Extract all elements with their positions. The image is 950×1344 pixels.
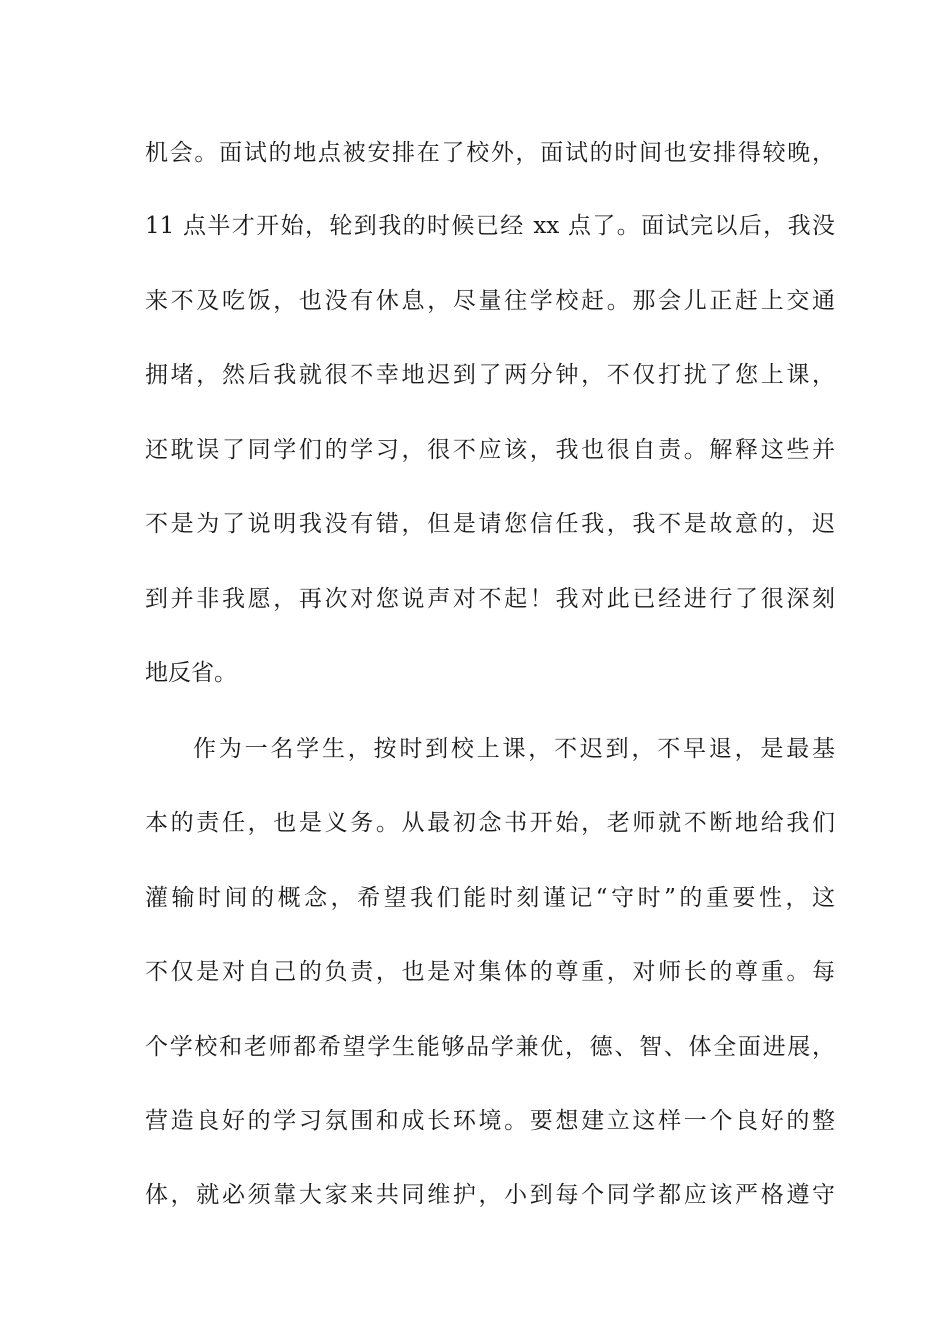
text-line: 不是为了说明我没有错，但是请您信任我，我不是故意的，迟 bbox=[145, 511, 835, 537]
text-line: 个学校和老师都希望学生能够品学兼优，德、智、体全面进展， bbox=[145, 1034, 835, 1060]
text-line: 地反省。 bbox=[145, 660, 237, 686]
text-line: 本的责任，也是义务。从最初念书开始，老师就不断地给我们 bbox=[145, 810, 835, 836]
text-line: 作为一名学生，按时到校上课，不迟到，不早退，是最基 bbox=[193, 736, 835, 762]
text-line: 灌输时间的概念，希望我们能时刻谨记“守时”的重要性，这 bbox=[145, 885, 835, 911]
text-line: 营造良好的学习氛围和成长环境。要想建立这样一个良好的整 bbox=[145, 1108, 835, 1134]
text-line: 体，就必须靠大家来共同维护，小到每个同学都应该严格遵守 bbox=[145, 1182, 835, 1208]
text-line: 11 点半才开始，轮到我的时候已经 xx 点了。面试完以后，我没 bbox=[145, 213, 835, 239]
text-line: 机会。面试的地点被安排在了校外，面试的时间也安排得较晚， bbox=[145, 140, 835, 166]
text-line: 还耽误了同学们的学习，很不应该，我也很自责。解释这些并 bbox=[145, 437, 835, 463]
text-line: 拥堵，然后我就很不幸地迟到了两分钟，不仅打扰了您上课， bbox=[145, 362, 835, 388]
text-line: 不仅是对自己的负责，也是对集体的尊重，对师长的尊重。每 bbox=[145, 959, 835, 985]
text-line: 到并非我愿，再次对您说声对不起！我对此已经进行了很深刻 bbox=[145, 586, 835, 612]
text-line: 来不及吃饭，也没有休息，尽量往学校赶。那会儿正赶上交通 bbox=[145, 288, 835, 314]
